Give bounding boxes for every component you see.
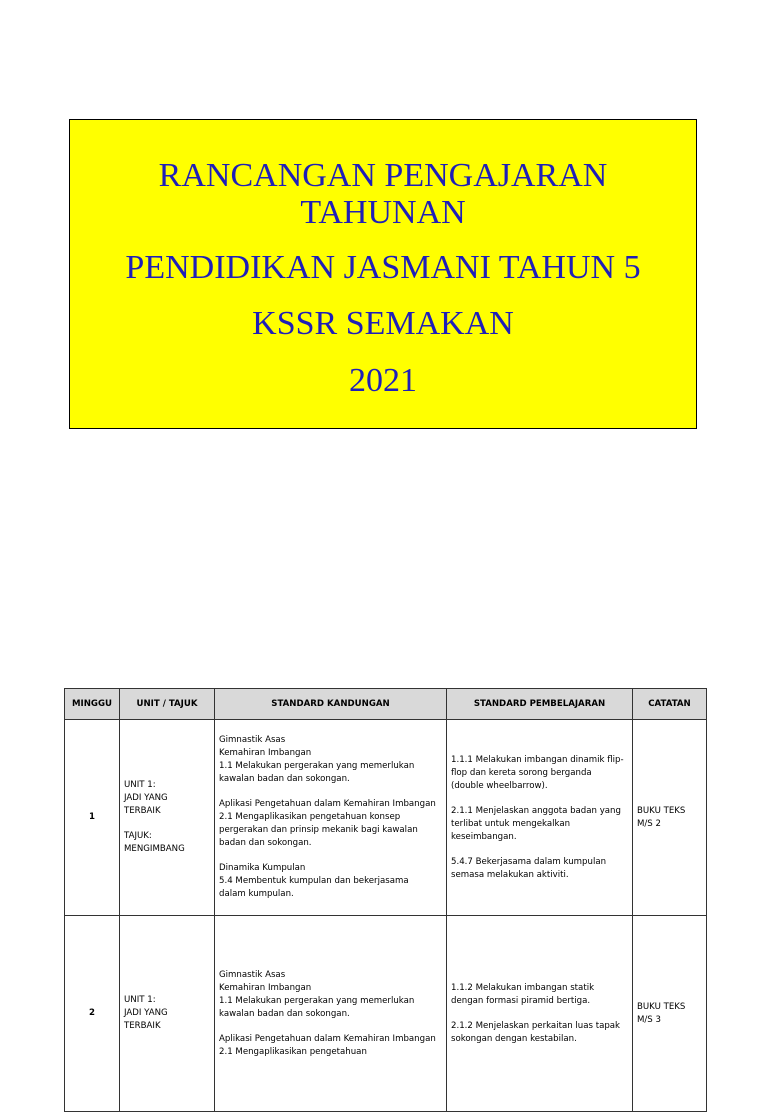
title-line-3: PENDIDIKAN JASMANI TAHUN 5 — [125, 249, 641, 287]
header-standard-pembelajaran: STANDARD PEMBELAJARAN — [447, 689, 633, 720]
table-header-row — [65, 689, 707, 720]
standard-kandungan-cell — [215, 720, 447, 916]
note-line: BUKU TEKS — [637, 1001, 686, 1012]
topic-line: MENGIMBANG — [124, 844, 185, 854]
sk-line: badan dan sokongan. — [219, 838, 312, 848]
unit-line: UNIT 1: — [124, 780, 156, 790]
unit-line: TERBAIK — [124, 806, 161, 816]
rpt-table — [64, 688, 707, 1112]
note-line: M/S 3 — [637, 1014, 661, 1025]
header-minggu: MINGGU — [65, 689, 120, 720]
standard-kandungan-cell — [215, 916, 447, 1112]
unit-cell — [120, 916, 215, 1112]
sp-line: 1.1.1 Melakukan imbangan dinamik flip- — [451, 754, 624, 765]
sk-line: 2.1 Mengaplikasikan pengetahuan — [219, 1046, 367, 1057]
unit-line: TERBAIK — [124, 1021, 161, 1031]
sp-line: sokongan dengan kestabilan. — [451, 1033, 577, 1044]
sk-line: dalam kumpulan. — [219, 889, 294, 899]
header-standard-kandungan: STANDARD KANDUNGAN — [215, 689, 447, 720]
topic-line: TAJUK: — [124, 831, 152, 841]
sk-line: 1.1 Melakukan pergerakan yang memerlukan — [219, 761, 415, 771]
table-row — [65, 916, 707, 1112]
sp-line: terlibat untuk mengekalkan — [451, 818, 571, 829]
sp-line: flop dan kereta sorong berganda — [451, 767, 592, 778]
title-line-1: RANCANGAN PENGAJARAN — [158, 156, 608, 194]
sk-line: Aplikasi Pengetahuan dalam Kemahiran Imbangan — [219, 799, 436, 809]
table-row — [65, 720, 707, 916]
unit-line: JADI YANG — [124, 793, 168, 803]
note-line: M/S 2 — [637, 818, 661, 829]
sk-line: 1.1 Melakukan pergerakan yang memerlukan — [219, 995, 415, 1006]
week-cell: 2 — [65, 916, 120, 1112]
sk-line: Aplikasi Pengetahuan dalam Kemahiran Imbangan — [219, 1033, 436, 1044]
standard-pembelajaran-cell — [447, 916, 633, 1112]
title-line-2: TAHUNAN — [300, 193, 466, 231]
unit-line: UNIT 1: — [124, 995, 156, 1005]
sp-line: 5.4.7 Bekerjasama dalam kumpulan — [451, 856, 607, 867]
sk-line: Gimnastik Asas — [219, 969, 286, 980]
unit-line: JADI YANG — [124, 1008, 168, 1018]
title-line-5: 2021 — [349, 362, 417, 400]
unit-cell — [120, 720, 215, 916]
week-cell: 1 — [65, 720, 120, 916]
header-catatan: CATATAN — [633, 689, 707, 720]
sk-line: Kemahiran Imbangan — [219, 982, 312, 993]
sp-line: 2.1.2 Menjelaskan perkaitan luas tapak — [451, 1020, 621, 1031]
sk-line: kawalan badan dan sokongan. — [219, 774, 350, 784]
standard-pembelajaran-cell — [447, 720, 633, 916]
catatan-cell — [633, 720, 707, 916]
title-banner — [69, 119, 697, 429]
sk-line: pergerakan dan prinsip mekanik bagi kawalan — [219, 825, 418, 835]
sp-line: 2.1.1 Menjelaskan anggota badan yang — [451, 805, 621, 816]
catatan-cell — [633, 916, 707, 1112]
sk-line: 5.4 Membentuk kumpulan dan bekerjasama — [219, 876, 409, 886]
note-line: BUKU TEKS — [637, 805, 686, 816]
title-line-4: KSSR SEMAKAN — [252, 304, 514, 342]
header-unit-tajuk: UNIT / TAJUK — [120, 689, 215, 720]
sk-line: Kemahiran Imbangan — [219, 748, 312, 758]
sp-line: dengan formasi piramid bertiga. — [451, 995, 591, 1006]
sp-line: semasa melakukan aktiviti. — [451, 869, 569, 880]
sk-line: Dinamika Kumpulan — [219, 863, 306, 873]
sk-line: 2.1 Mengaplikasikan pengetahuan konsep — [219, 812, 401, 822]
sk-line: kawalan badan dan sokongan. — [219, 1008, 350, 1019]
sp-line: 1.1.2 Melakukan imbangan statik — [451, 982, 595, 993]
sk-line: Gimnastik Asas — [219, 735, 286, 745]
sp-line: keseimbangan. — [451, 831, 517, 842]
sp-line: (double wheelbarrow). — [451, 780, 548, 791]
